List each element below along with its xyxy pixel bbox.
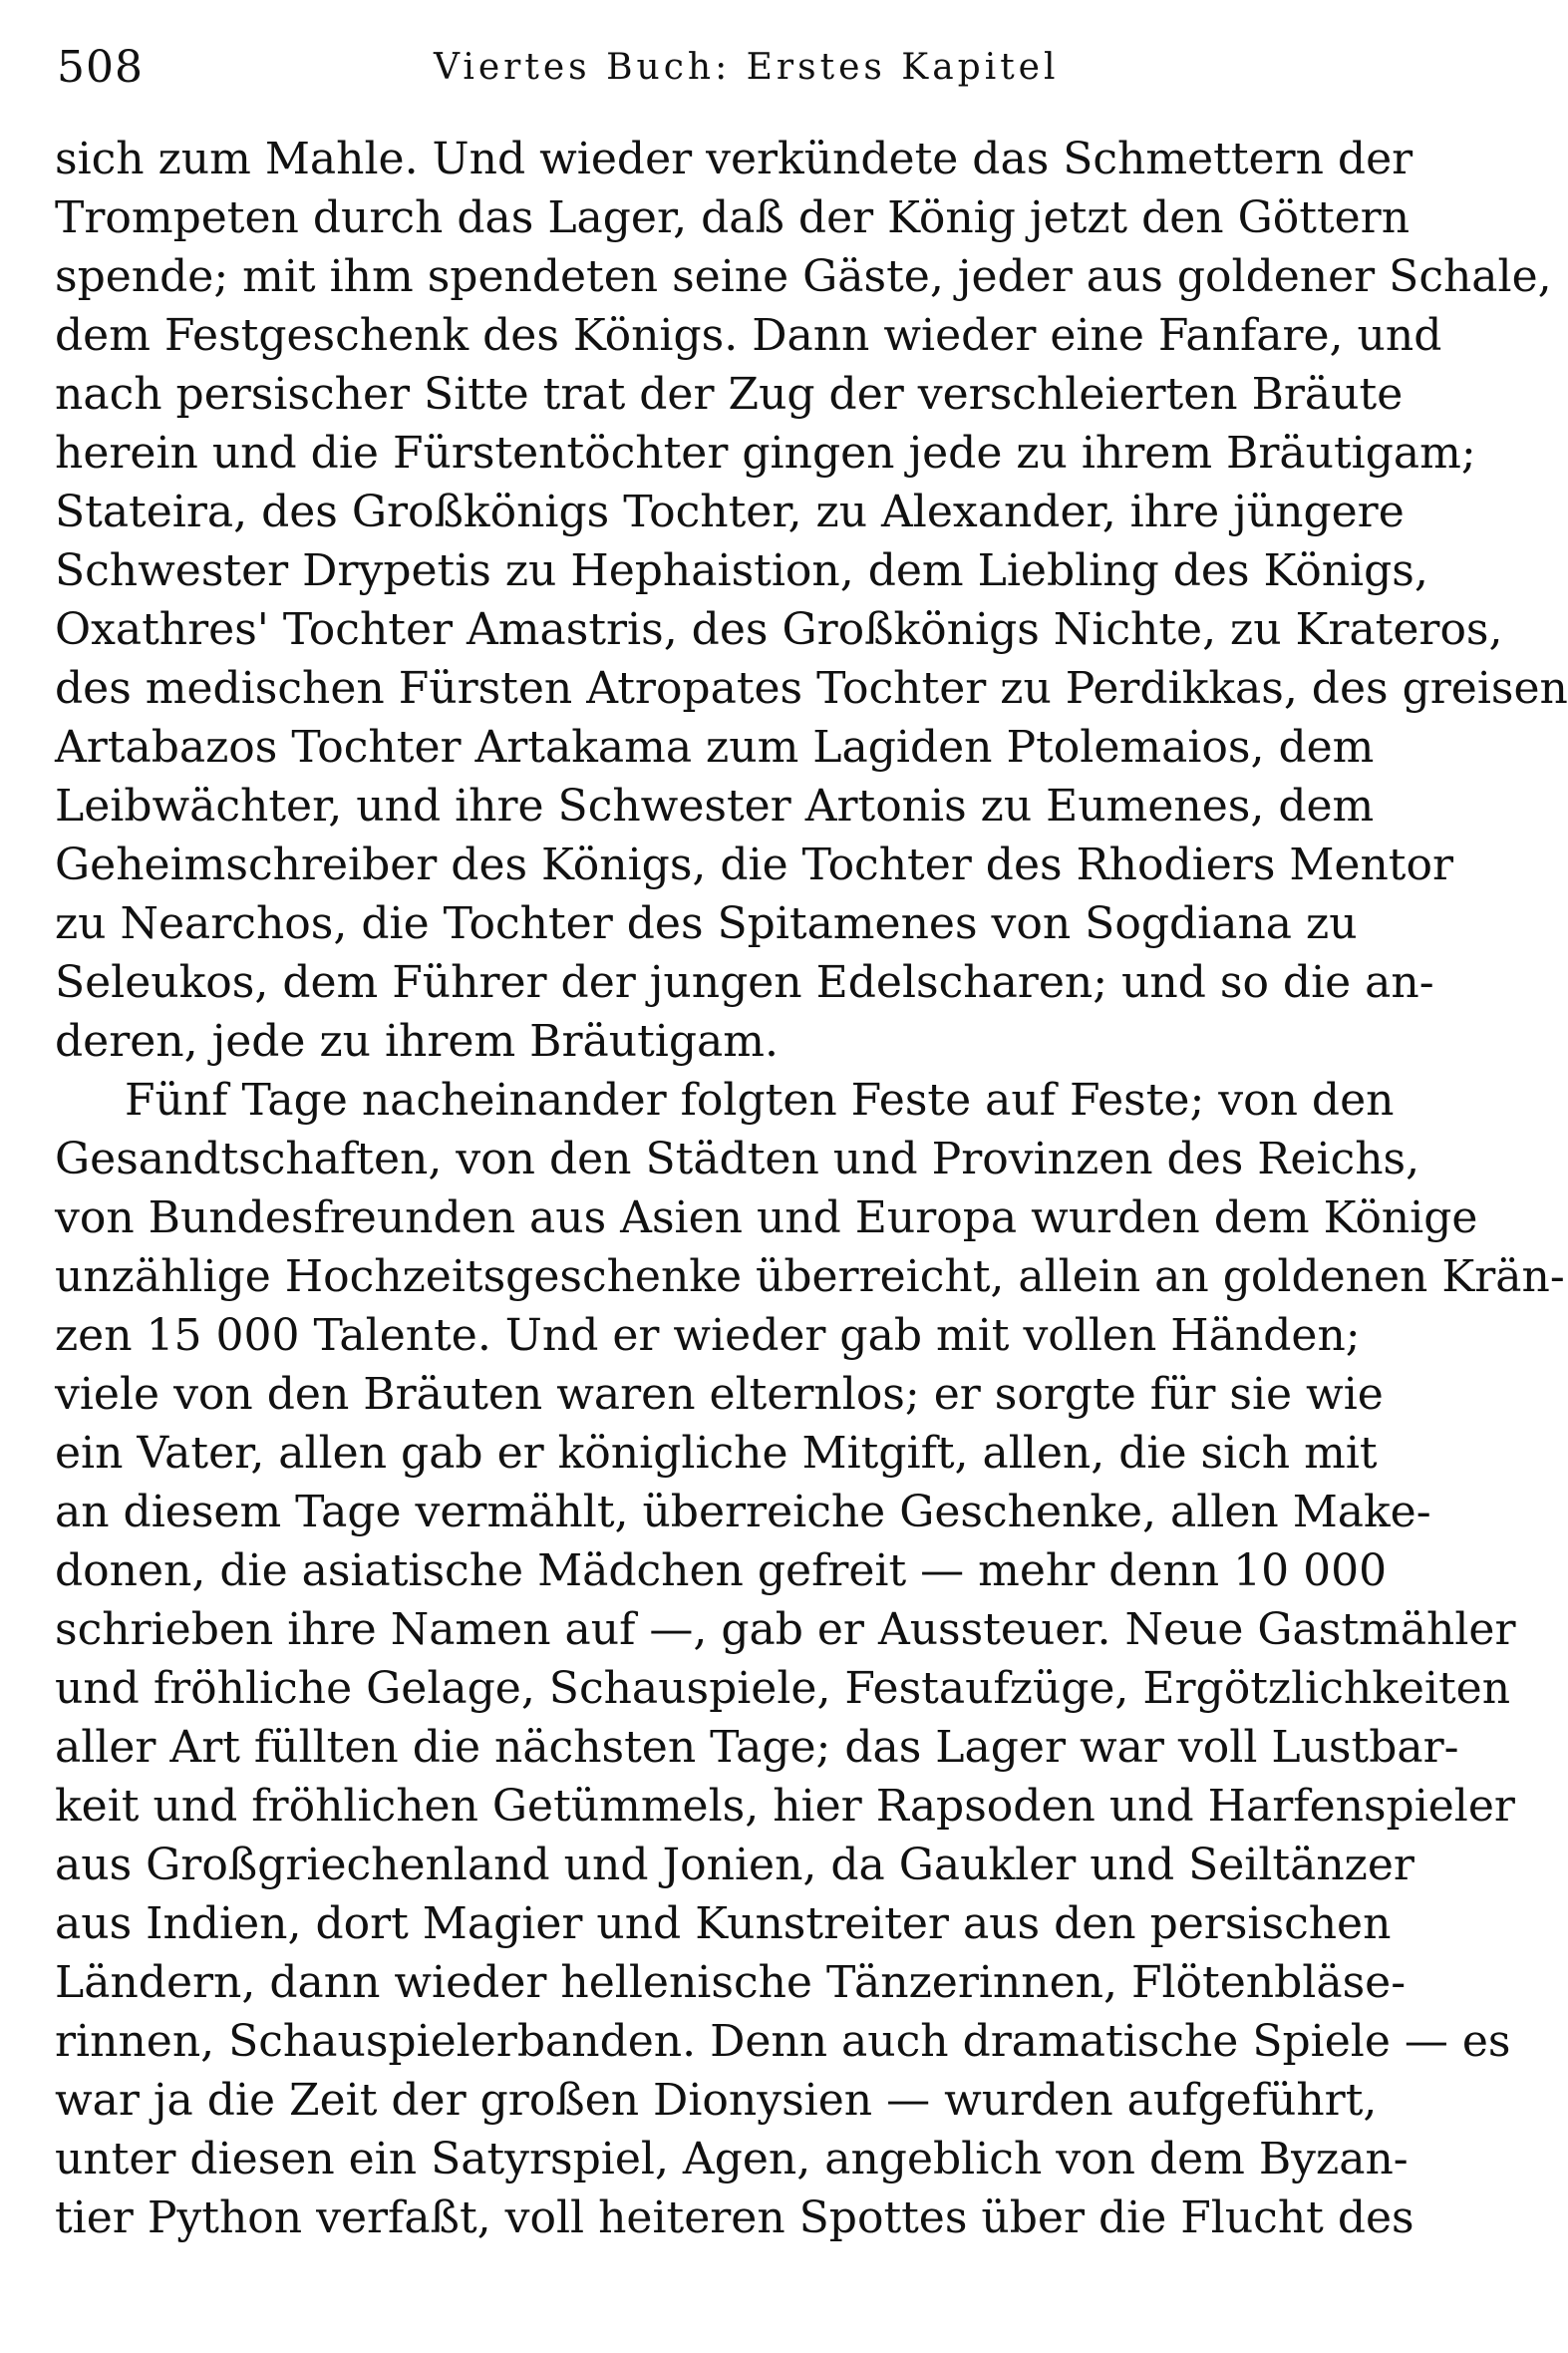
text-line: unzählige Hochzeitsgeschenke überreicht, allein an goldenen Krän- [55, 1251, 1565, 1302]
text-line: von Bundesfreunden aus Asien und Europa wurden dem Könige [55, 1192, 1478, 1243]
text-line: nach persischer Sitte trat der Zug der verschleierten Bräute [55, 369, 1404, 420]
text-line: zen 15 000 Talente. Und er wieder gab mit vollen Händen; [55, 1310, 1361, 1361]
text-line: Oxathres' Tochter Amastris, des Großkönigs Nichte, zu Krateros, [55, 604, 1503, 655]
page-header [55, 38, 1351, 98]
text-line: aus Indien, dort Magier und Kunstreiter aus den persischen [55, 1898, 1392, 1949]
text-line: Leibwächter, und ihre Schwester Artonis zu Eumenes, dem [55, 781, 1375, 832]
text-line: spende; mit ihm spendeten seine Gäste, jeder aus goldener Schale, [55, 251, 1552, 302]
text-line: Geheimschreiber des Königs, die Tochter des Rhodiers Mentor [55, 840, 1454, 890]
text-line: Stateira, des Großkönigs Tochter, zu Alexander, ihre jüngere [55, 487, 1405, 537]
text-line: ein Vater, allen gab er königliche Mitgift, allen, die sich mit [55, 1428, 1378, 1479]
text-line: Schwester Drypetis zu Hephaistion, dem Liebling des Königs, [55, 545, 1428, 596]
text-line: aller Art füllten die nächsten Tage; das Lager war voll Lustbar- [55, 1722, 1459, 1773]
text-line: und fröhliche Gelage, Schauspiele, Festaufzüge, Ergötzlichkeiten [55, 1663, 1511, 1714]
text-line: Artabazos Tochter Artakama zum Lagiden Ptolemaios, dem [55, 722, 1375, 773]
text-line: keit und fröhlichen Getümmels, hier Rapsoden und Harfenspieler [55, 1781, 1515, 1832]
text-line: Ländern, dann wieder hellenische Tänzerinnen, Flötenbläse- [55, 1957, 1407, 2008]
text-line: rinnen, Schauspielerbanden. Denn auch dramatische Spiele — es [55, 2016, 1511, 2067]
text-line: war ja die Zeit der großen Dionysien — wurden aufgeführt, [55, 2075, 1378, 2126]
paragraph-start-line: Fünf Tage nacheinander folgten Feste auf Feste; von den [125, 1075, 1395, 1126]
text-line: donen, die asiatische Mädchen gefreit — mehr denn 10 000 [55, 1545, 1388, 1596]
text-line: tier Python verfaßt, voll heiteren Spottes über die Flucht des [55, 2192, 1414, 2243]
text-line: dem Festgeschenk des Königs. Dann wieder eine Fanfare, und [55, 310, 1442, 361]
text-line: viele von den Bräuten waren elternlos; er sorgte für sie wie [55, 1369, 1384, 1420]
text-line: unter diesen ein Satyrspiel, Agen, angeblich von dem Byzan- [55, 2134, 1409, 2185]
text-line: aus Großgriechenland und Jonien, da Gaukler und Seiltänzer [55, 1840, 1414, 1890]
text-line: zu Nearchos, die Tochter des Spitamenes von Sogdiana zu [55, 898, 1358, 949]
text-line: Seleukos, dem Führer der jungen Edelscharen; und so die an- [55, 957, 1434, 1008]
text-line: Gesandtschaften, von den Städten und Provinzen des Reichs, [55, 1134, 1420, 1184]
text-line: herein und die Fürstentöchter gingen jede zu ihrem Bräutigam; [55, 428, 1476, 479]
text-line: Trompeten durch das Lager, daß der König jetzt den Göttern [55, 192, 1411, 243]
page-number: 508 [57, 42, 144, 93]
text-line: an diesem Tage vermählt, überreiche Geschenke, allen Make- [55, 1487, 1431, 1537]
text-line: schrieben ihre Namen auf —, gab er Aussteuer. Neue Gastmähler [55, 1604, 1516, 1655]
running-head: Viertes Buch: Erstes Kapitel [434, 47, 1060, 88]
book-page [55, 0, 1568, 2353]
text-line: des medischen Fürsten Atropates Tochter zu Perdikkas, des greisen [55, 663, 1568, 714]
paragraph-end-line: deren, jede zu ihrem Bräutigam. [55, 1016, 779, 1067]
body-text [55, 130, 1568, 2247]
text-line: sich zum Mahle. Und wieder verkündete das Schmettern der [55, 134, 1413, 184]
